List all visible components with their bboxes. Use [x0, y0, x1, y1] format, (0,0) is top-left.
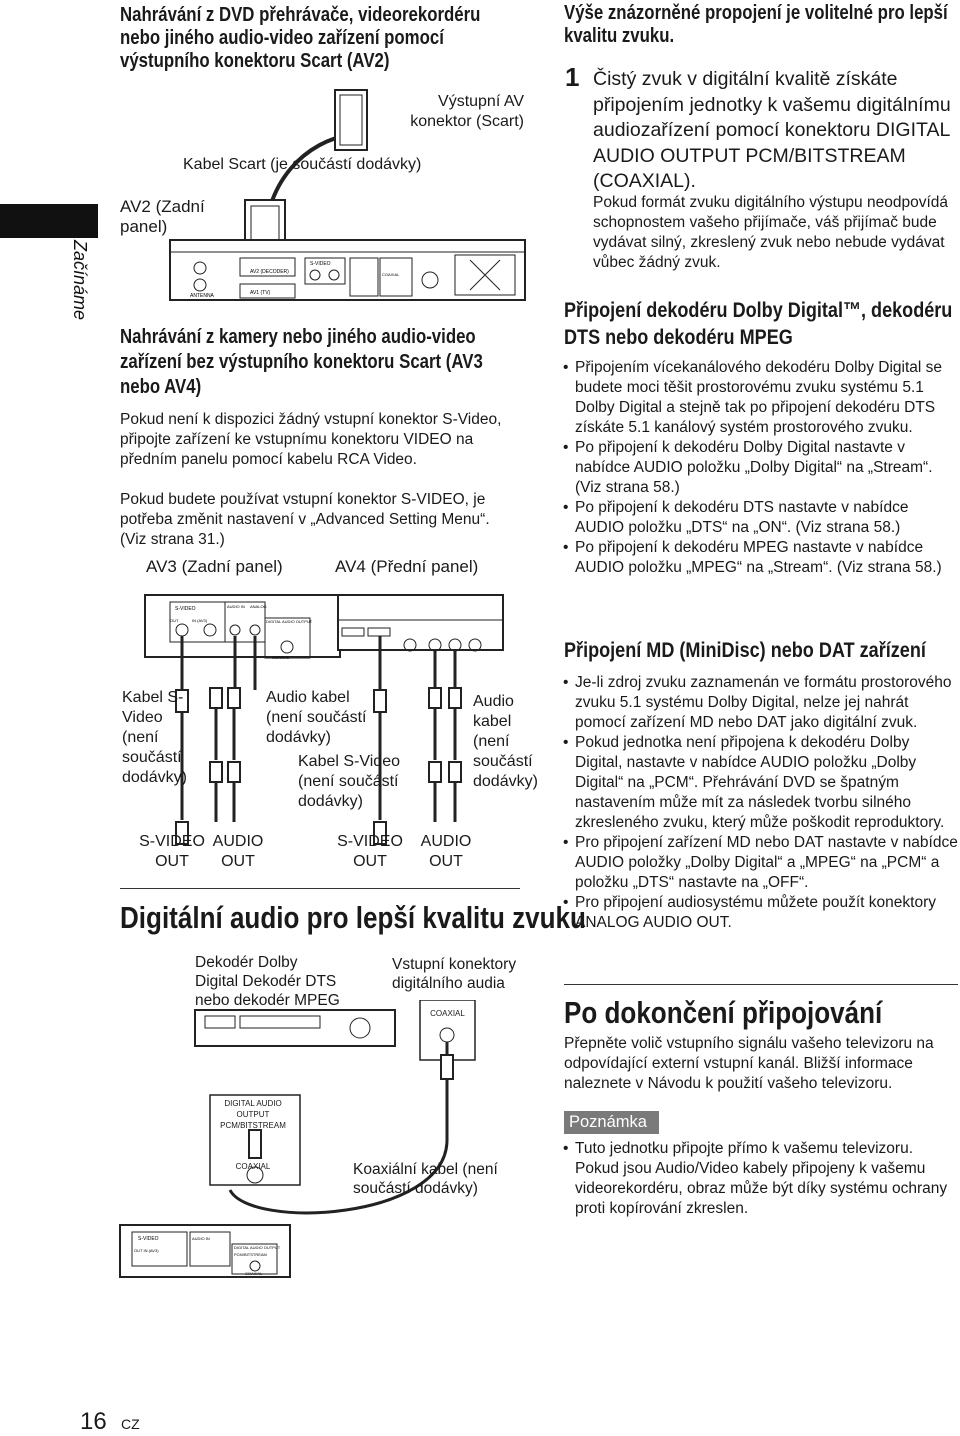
- label-av3-rear: AV3 (Zadní panel): [146, 557, 283, 576]
- list-item: • Pokud jednotka není připojena k dekodéru Dolby Digital, nastavte v nabídce AUDIO položku „Dolby Digital“ na „PCM“. Přehrávání DVD se špatným nastavením může mít za následek tvorbu silného zkresleného zvuku, který může poškodit reproduktory.: [563, 733, 958, 833]
- label-svideo-out-right: S-VIDEO OUT: [337, 833, 403, 870]
- svg-text:DIGITAL AUDIO OUTPUT: DIGITAL AUDIO OUTPUT: [266, 619, 313, 624]
- label-coax-cable: Koaxiální kabel (není součástí dodávky): [353, 1161, 498, 1197]
- svg-text:AUDIO IN: AUDIO IN: [192, 1236, 210, 1241]
- label-svideo-out-left: S-VIDEO OUT: [139, 833, 205, 870]
- svg-text:S-VIDEO: S-VIDEO: [138, 1236, 159, 1242]
- list-item: • Připojením vícekanálového dekodéru Dolby Digital se budete moci těšit prostorovému zvuku systému 5.1 Dolby Digital a stejně tak po připojení dekodéru DTS získáte 5.1 kanálový systém prostorového zvuku.: [563, 358, 958, 438]
- label-audio-kabel-right: Audio kabel (není součástí dodávky): [473, 693, 538, 790]
- paragraph-svideo-info: Pokud není k dispozici žádný vstupní konektor S-Video, připojte zařízení ke vstupnímu konektoru VIDEO na předním panelu pomocí kabelu RCA Video.: [120, 411, 502, 468]
- side-tab-bar: [0, 204, 98, 238]
- svg-text:AV1 (TV): AV1 (TV): [250, 290, 271, 296]
- label-output-scart: Výstupní AV konektor (Scart): [410, 93, 524, 130]
- label-coaxial-jack: COAXIAL: [430, 1009, 465, 1018]
- heading-scart-av2: Nahrávání z DVD přehrávače, videorekordéru nebo jiného audio-video zařízení pomocí výstupního konektoru Scart (AV2): [120, 4, 481, 72]
- paragraph-advanced-setting: Pokud budete používat vstupní konektor S-VIDEO, je potřeba změnit nastavení v „Advanced Setting Menu“. (Viz strana 31.): [120, 491, 490, 548]
- heading-camera-av3-av4: Nahrávání z kamery nebo jiného audio-video zařízení bez výstupního konektoru Scart (AV3 nebo AV4): [120, 326, 483, 398]
- list-item: • Tuto jednotku připojte přímo k vašemu televizoru. Pokud jsou Audio/Video kabely připojeny k vašemu videorekordéru, obraz může být díky systému ochrany proti kopírování zkreslen.: [563, 1139, 958, 1219]
- svg-text:ANTENNA: ANTENNA: [190, 293, 214, 299]
- label-audio-out-right: AUDIO OUT: [420, 833, 472, 870]
- svg-text:S-VIDEO: S-VIDEO: [175, 606, 196, 612]
- side-tab-label: Začínáme: [70, 240, 90, 321]
- list-item: • Po připojení k dekodéru Dolby Digital nastavte v nabídce AUDIO položku „Dolby Digital“ na „Stream“. (Viz strana 58.): [563, 438, 958, 498]
- label-kabel-svideo-left: Kabel S-Video (není součástí dodávky): [122, 689, 187, 786]
- step-number-1: 1: [565, 62, 580, 92]
- svg-text:OUT IN (AV3): OUT IN (AV3): [134, 1248, 159, 1253]
- note-badge: Poznámka: [564, 1111, 659, 1134]
- svg-text:AUDIO IN: AUDIO IN: [227, 604, 245, 609]
- list-item: • Pro připojení audiosystému můžete použít konektory ANALOG AUDIO OUT.: [563, 893, 958, 933]
- list-note: [563, 1139, 958, 1219]
- list-md: [563, 673, 958, 933]
- heading-optional-connection: Výše znázorněné propojení je volitelné pro lepší kvalitu zvuku.: [564, 2, 948, 47]
- svg-text:IN (AV3): IN (AV3): [192, 618, 208, 623]
- svg-text:S-VIDEO: S-VIDEO: [310, 261, 331, 267]
- paragraph-done: Přepněte volič vstupního signálu vašeho televizoru na odpovídající externí vstupní kanál. Bližší informace naleznete v Návodu k použití vašeho televizoru.: [564, 1035, 934, 1092]
- label-digital-output: DIGITAL AUDIO OUTPUT PCM/BITSTREAM: [220, 1099, 286, 1130]
- figure-digital-audio: [110, 1000, 530, 1280]
- language-code: CZ: [121, 1416, 140, 1432]
- list-dolby: [563, 358, 958, 578]
- list-item: • Po připojení k dekodéru DTS nastavte v nabídce AUDIO položku „DTS“ na „ON“. (Viz strana 58.): [563, 498, 958, 538]
- svg-text:OUT: OUT: [170, 618, 179, 623]
- label-scart-cable: Kabel Scart (je součástí dodávky): [183, 156, 422, 173]
- svg-text:ANALOG: ANALOG: [250, 604, 267, 609]
- label-audio-out-left: AUDIO OUT: [212, 833, 264, 870]
- heading-dolby-decoder: Připojení dekodéru Dolby Digital™, dekodéru DTS nebo dekodéru MPEG: [564, 298, 953, 349]
- list-item: • Po připojení k dekodéru MPEG nastavte v nabídce AUDIO položku „MPEG“ na „Stream“. (Viz strana 58.): [563, 538, 958, 578]
- page-number: 16: [80, 1408, 107, 1435]
- label-decoder: Dekodér Dolby Digital Dekodér DTS nebo dekodér MPEG: [195, 954, 340, 1009]
- label-av2-rear-panel: AV2 (Zadní panel): [120, 197, 205, 236]
- rule-done: [564, 984, 958, 985]
- heading-digital-audio: Digitální audio pro lepší kvalitu zvuku: [120, 900, 586, 935]
- rule-digital-audio: [120, 888, 520, 889]
- label-digital-inputs: Vstupní konektory digitálního audia: [392, 956, 517, 992]
- label-kabel-svideo-mid: Kabel S-Video (není součástí dodávky): [298, 753, 400, 810]
- label-coaxial-output: COAXIAL: [235, 1162, 271, 1171]
- list-item: • Je-li zdroj zvuku zaznamenán ve formátu prostorového zvuku 5.1 systému Dolby Digital, nelze jej nahrát pomocí zařízení MD nebo DAT jako digitální zvuk.: [563, 673, 958, 733]
- step1-text: Čistý zvuk v digitální kvalitě získáte připojením jednotky k vašemu digitálnímu audiozařízení pomocí konektoru DIGITAL AUDIO OUTPUT PCM/BITSTREAM (COAXIAL).: [593, 68, 951, 192]
- heading-md-dat: Připojení MD (MiniDisc) nebo DAT zařízení: [564, 638, 926, 662]
- label-audio-kabel-mid: Audio kabel (není součástí dodávky): [266, 689, 367, 746]
- label-av4-front: AV4 (Přední panel): [335, 557, 479, 576]
- svg-text:COAXIAL: COAXIAL: [245, 1271, 263, 1276]
- svg-text:PCM/BITSTREAM: PCM/BITSTREAM: [234, 1252, 267, 1257]
- heading-done: Po dokončení připojování: [564, 995, 883, 1030]
- list-item: • Pro připojení zařízení MD nebo DAT nastavte v nabídce AUDIO položky „Dolby Digital“ a „MPEG“ na „PCM“ a položku „DTS“ nastavte na „OFF“.: [563, 833, 958, 893]
- svg-text:DIGITAL AUDIO OUTPUT: DIGITAL AUDIO OUTPUT: [234, 1245, 281, 1250]
- svg-text:COAXIAL: COAXIAL: [382, 272, 400, 277]
- svg-text:COAXIAL: COAXIAL: [272, 655, 290, 660]
- step1-note: Pokud formát zvuku digitálního výstupu neodpovídá schopnostem vašeho přijímače, váš přijímač bude vydávat silný, zkreslený zvuk nebo nebude vydávat vůbec žádný zvuk.: [593, 194, 949, 271]
- svg-text:AV2 (DECODER): AV2 (DECODER): [250, 269, 289, 275]
